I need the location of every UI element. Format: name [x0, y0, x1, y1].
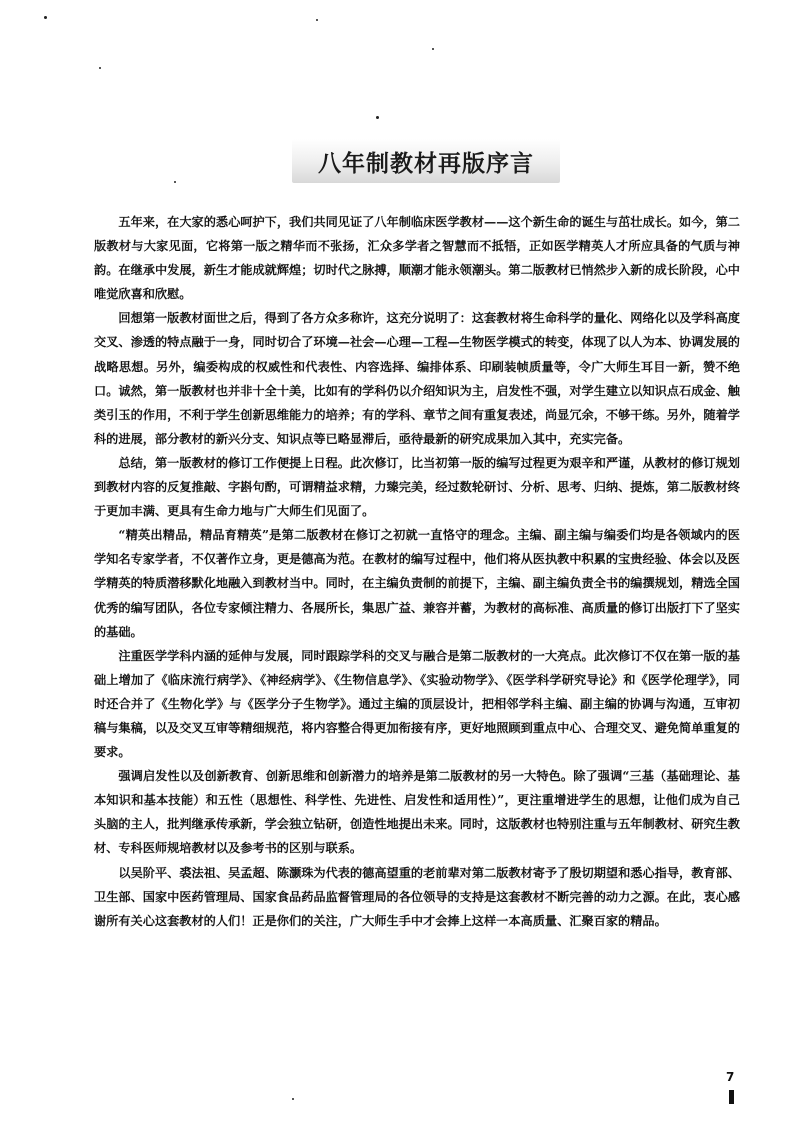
scan-speck — [174, 181, 176, 183]
page-marker — [729, 1090, 734, 1104]
paragraph: “精英出精品，精品育精英”是第二版教材在修订之初就一直恪守的理念。主编、副主编与编委们均是各领域内的医学知名专家学者，不仅著作立身，更是德高为范。在教材的编写过程中，他们将从医执教中积累的宝贵经验、体会以及医学精英的特质潜移默化地融入到教材当中。同时，在主编负责制的前提下，主编、副主编负责全书的编撰规划，精选全国优秀的编写团队，各位专家倾注精力、各展所长，集思广益、兼容并蓄，为教材的高标准、高质量的修订出版打下了坚实的基础。 — [94, 528, 740, 639]
paragraph: 回想第一版教材面世之后，得到了各方众多称许，这充分说明了：这套教材将生命科学的量化、网络化以及学科高度交叉、渗透的特点融于一身，同时切合了环境—社会—心理—工程—生物医学模式的转变，体现了以人为本、协调发展的战略思想。另外，编委构成的权威性和代表性、内容选择、编排体系、印刷装帧质量等，令广大师生耳目一新，赞不绝口。诚然，第一版教材也并非十全十美，比如有的学科仍以介绍知识为主，启发性不强，对学生建立以知识点石成金、触类引玉的作用，不利于学生创新思维能力的培养；有的学科、章节之间有重复表述，尚显冗余，不够干练。另外，随着学科的进展，部分教材的新兴分支、知识点等已略显滞后，亟待最新的研究成果加入其中，充实完备。 — [94, 311, 740, 446]
paragraph: 总结，第一版教材的修订工作便提上日程。此次修订，比当初第一版的编写过程更为艰辛和严谨，从教材的修订规划到教材内容的反复推敲、字斟句酌，可谓精益求精，力臻完美，经过数轮研讨、分析、思考、归纳、提炼，第二版教材终于更加丰满、更具有生命力地与广大师生们见面了。 — [94, 455, 740, 519]
title-banner — [292, 139, 560, 183]
page-title: 八年制教材再版序言 — [318, 150, 534, 177]
paragraph: 五年来，在大家的悉心呵护下，我们共同见证了八年制临床医学教材——这个新生命的诞生与茁壮成长。如今，第二版教材与大家见面，它将第一版之精华而不张扬，汇众多学者之智慧而不抵牾，正如医学精英人才所应具备的气质与神韵。在继承中发展，新生才能成就辉煌；切时代之脉搏，顺潮才能永领潮头。第二版教材已悄然步入新的成长阶段，心中唯觉欣喜和欣慰。 — [94, 215, 740, 302]
body-text — [94, 210, 740, 933]
scan-speck — [432, 48, 434, 50]
scan-speck — [316, 19, 318, 21]
page-number: 7 — [726, 1070, 735, 1084]
scan-speck — [292, 1098, 294, 1100]
paragraph: 注重医学学科内涵的延伸与发展，同时跟踪学科的交叉与融合是第二版教材的一大亮点。此次修订不仅在第一版的基础上增加了《临床流行病学》、《神经病学》、《生物信息学》、《实验动物学》、《医学科学研究导论》和《医学伦理学》，同时还合并了《生物化学》与《医学分子生物学》。通过主编的顶层设计，把相邻学科主编、副主编的协调与沟通，互审初稿与集稿，以及交叉互审等精细规范，将内容整合得更加衔接有序，更好地照顾到重点中心、合理交叉、避免简单重复的要求。 — [94, 648, 740, 760]
scan-speck — [376, 116, 379, 119]
paragraph: 以吴阶平、裘法祖、吴孟超、陈灏珠为代表的德高望重的老前辈对第二版教材寄予了殷切期望和悉心指导，教育部、卫生部、国家中医药管理局、国家食品药品监督管理局的各位领导的支持是这套教材不断完善的动力之源。在此，衷心感谢所有关心这套教材的人们！正是你们的关注，广大师生手中才会捧上这样一本高质量、汇聚百家的精品。 — [94, 865, 740, 928]
scan-speck — [44, 16, 47, 19]
scan-speck — [99, 67, 101, 69]
paragraph: 强调启发性以及创新教育、创新思维和创新潜力的培养是第二版教材的另一大特色。除了强调“三基（基础理论、基本知识和基本技能）和五性（思想性、科学性、先进性、启发性和适用性）”，更注重增进学生的思想，让他们成为自己头脑的主人，批判继承传承新，学会独立钻研，创造性地提出未来。同时，这版教材也特别注重与五年制教材、研究生教材、专科医师规培教材以及参考书的区别与联系。 — [94, 769, 740, 856]
